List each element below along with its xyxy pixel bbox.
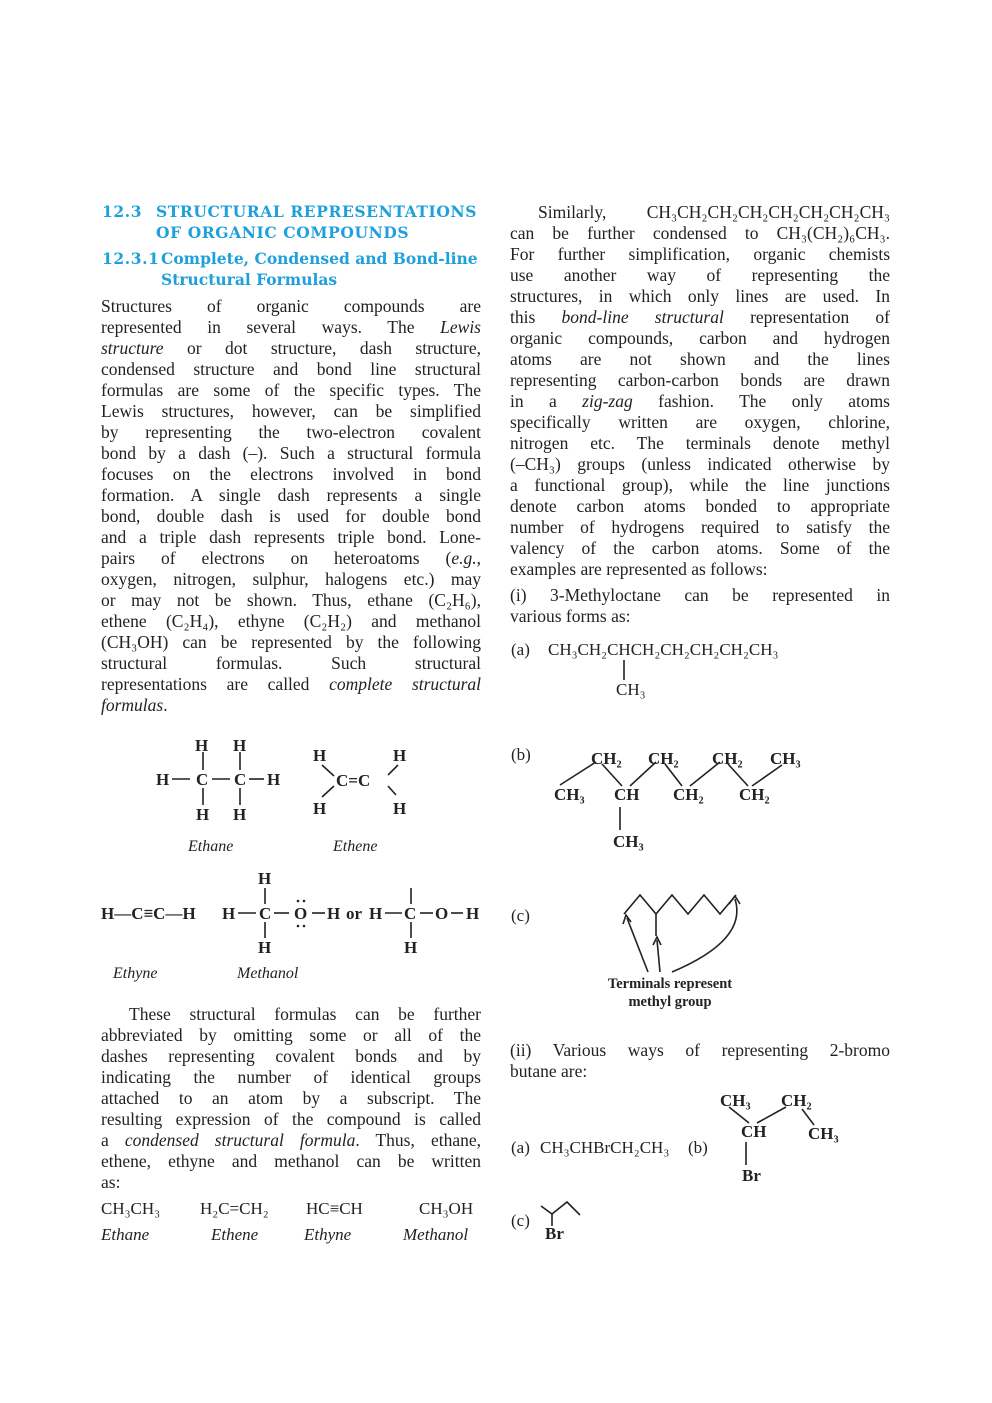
- atom-c: C: [196, 770, 209, 789]
- atom-ch2: CH₂: [648, 749, 679, 768]
- formula-ethene: H₂C=CH₂: [200, 1199, 269, 1218]
- bromobutane-condensed: CH₃CHBrCH₂CH₃: [540, 1138, 670, 1157]
- terminals-note: Terminals represent: [607, 976, 733, 992]
- text-line: number of hydrogens required to satisfy the: [510, 517, 890, 537]
- text-line: can be further condensed to CH₃(CH₂)₆CH₃.: [510, 223, 890, 243]
- text-line: For further simplification, organic chemists: [510, 244, 890, 264]
- atom-c: C: [259, 904, 272, 923]
- text-line: structural formulas. Such structural: [101, 653, 481, 673]
- atom-h: H: [393, 799, 407, 818]
- atom-h: H: [327, 904, 341, 923]
- atom-c: C: [404, 904, 417, 923]
- label-a: (a): [511, 640, 530, 659]
- label-ethene: Ethene: [333, 838, 378, 855]
- italic-term: e.g.: [451, 548, 477, 568]
- name-ethane: Ethane: [101, 1225, 150, 1244]
- text-line: in a zig-zag fashion. The only atoms: [510, 391, 890, 411]
- text-line: examples are represented as follows:: [510, 559, 768, 579]
- atom-ch3: CH₃: [554, 785, 585, 804]
- text-line: (ii) Various ways of representing 2-bromo: [510, 1040, 890, 1060]
- text-line: bond, double dash is used for double bond: [101, 506, 481, 526]
- text-line: Lewis structures, however, can be simplified: [101, 401, 481, 421]
- name-ethene: Ethene: [211, 1225, 259, 1244]
- atom-ch: CH: [741, 1122, 767, 1141]
- atom-h: H: [233, 805, 247, 824]
- text-line: resulting expression of the compound is called: [101, 1109, 481, 1129]
- text-line: valency of the carbon atoms. Some of the: [510, 538, 890, 558]
- italic-term: zig-zag: [582, 391, 633, 411]
- label-c: (c): [511, 906, 530, 925]
- atom-ch3: CH₃: [613, 832, 644, 851]
- text-line: oxygen, nitrogen, sulphur, halogens etc.) may: [101, 569, 481, 589]
- italic-term: Lewis: [440, 317, 481, 337]
- text-line: attached to an atom by a subscript. The: [101, 1088, 481, 1108]
- text-line: ethene (C₂H₄), ethyne (C₂H₂) and methanol: [101, 611, 481, 631]
- label-ethane: Ethane: [188, 838, 234, 855]
- text-line: denote carbon atoms bonded to appropriate: [510, 496, 890, 516]
- text-line: nitrogen etc. The terminals denote methyl: [510, 433, 890, 453]
- text-line: formation. A single dash represents a single: [101, 485, 481, 505]
- section-title: STRUCTURAL REPRESENTATIONS: [156, 202, 478, 221]
- text-line: (–CH₃) groups (unless indicated otherwise by: [510, 454, 890, 474]
- atom-c: C: [234, 770, 247, 789]
- text-line: formulas.: [101, 695, 168, 715]
- text-line: representations are called complete structural: [101, 674, 481, 694]
- atom-br: Br: [742, 1166, 761, 1185]
- text-line: ethene, ethyne and methanol can be written: [101, 1151, 481, 1171]
- or-text: or: [346, 904, 363, 923]
- formula-methanol: CH₃OH: [419, 1199, 474, 1218]
- text-line: as:: [101, 1172, 121, 1192]
- text-line: structure or dot structure, dash structure,: [101, 338, 481, 358]
- atom-h: H: [466, 904, 480, 923]
- text-line: structures, in which only lines are used. In: [510, 286, 890, 306]
- atom-ch: CH: [614, 785, 640, 804]
- section-number: 12.3: [102, 202, 143, 221]
- text-line: Similarly, CH₃CH₂CH₂CH₂CH₂CH₂CH₂CH₃: [538, 202, 890, 222]
- atom-h: H: [156, 770, 170, 789]
- atom-ch2: CH₂: [739, 785, 770, 804]
- text-line: by representing the two-electron covalent: [101, 422, 481, 442]
- label-a: (a): [511, 1138, 530, 1157]
- atom-h: H: [369, 904, 383, 923]
- atom-h: H: [195, 736, 209, 755]
- atom-ch2: CH₂: [712, 749, 743, 768]
- atom-br: Br: [545, 1224, 564, 1243]
- text-line: or may not be shown. Thus, ethane (C₂H₆),: [101, 590, 481, 610]
- subsection-title: Complete, Condensed and Bond-line: [161, 249, 478, 268]
- italic-term: complete structural: [329, 674, 481, 694]
- atom-h: H: [222, 904, 236, 923]
- text-line: this bond-line structural representation of: [510, 307, 890, 327]
- atom-o: O: [435, 904, 449, 923]
- text-line: atoms are not shown and the lines: [510, 349, 890, 369]
- atom-ch3: CH₃: [808, 1124, 839, 1143]
- name-ethyne: Ethyne: [304, 1225, 352, 1244]
- text-line: represented in several ways. The Lewis: [101, 317, 481, 337]
- text-line: a functional group), while the line junctions: [510, 475, 890, 495]
- atom-h: H: [233, 736, 247, 755]
- atom-ch3: CH₃: [770, 749, 801, 768]
- atom-h: H: [196, 805, 210, 824]
- text-line: organic compounds, carbon and hydrogen: [510, 328, 890, 348]
- text-line: dashes representing covalent bonds and by: [101, 1046, 481, 1066]
- label-methanol: Methanol: [237, 965, 299, 982]
- text-line: various forms as:: [510, 606, 631, 626]
- atom-ch2: CH₂: [781, 1091, 812, 1110]
- label-b: (b): [688, 1138, 708, 1157]
- ethyne-structure: H—C≡C—H: [101, 904, 196, 923]
- atom-h: H: [258, 869, 272, 888]
- atom-h: H: [393, 746, 407, 765]
- text-line: formulas are some of the specific types. The: [101, 380, 481, 400]
- text-line: bond by a dash (–). Such a structural formula: [101, 443, 481, 463]
- label-c: (c): [511, 1211, 530, 1230]
- italic-term: condensed structural formula: [124, 1130, 356, 1150]
- atom-h: H: [258, 938, 272, 957]
- italic-term: structure: [101, 338, 164, 358]
- text-line: a condensed structural formula. Thus, ethane,: [101, 1130, 481, 1150]
- atom-ch3: CH₃: [616, 680, 646, 699]
- atom-h: H: [267, 770, 281, 789]
- text-line: butane are:: [510, 1061, 588, 1081]
- atom-h: H: [313, 746, 327, 765]
- atom-h: H: [404, 938, 418, 957]
- text-line: pairs of electrons on heteroatoms (e.g.,: [101, 548, 481, 568]
- text-line: indicating the number of identical groups: [101, 1067, 481, 1087]
- text-line: use another way of representing the: [510, 265, 890, 285]
- atom-o: O: [294, 904, 308, 923]
- subsection-number: 12.3.1: [102, 249, 160, 268]
- label-ethyne: Ethyne: [113, 965, 158, 982]
- subsection-title-cont: Structural Formulas: [161, 270, 338, 289]
- atom-ch2: CH₂: [673, 785, 704, 804]
- text-line: abbreviated by omitting some or all of the: [101, 1025, 481, 1045]
- text-line: (CH₃OH) can be represented by the following: [101, 632, 481, 652]
- atom-ch2: CH₂: [591, 749, 622, 768]
- methyloctane-condensed: CH₃CH₂CHCH₂CH₂CH₂CH₂CH₃: [548, 640, 779, 659]
- terminals-note-cont: methyl group: [628, 994, 712, 1010]
- section-title-cont: OF ORGANIC COMPOUNDS: [156, 223, 410, 242]
- text-line: specifically written are oxygen, chlorine,: [510, 412, 890, 432]
- atom-ch3: CH₃: [720, 1091, 751, 1110]
- atom-h: H: [313, 799, 327, 818]
- text-line: and a triple dash represents triple bond. Lone-: [101, 527, 481, 547]
- name-methanol: Methanol: [403, 1225, 469, 1244]
- label-b: (b): [511, 745, 531, 764]
- text-line: condensed structure and bond line structural: [101, 359, 481, 379]
- italic-term: formulas: [101, 695, 164, 715]
- text-line: Structures of organic compounds are: [101, 296, 481, 316]
- text-line: focuses on the electrons involved in bond: [101, 464, 481, 484]
- text-line: representing carbon-carbon bonds are drawn: [510, 370, 890, 390]
- formula-ethane: CH₃CH₃: [101, 1199, 161, 1218]
- text-line: These structural formulas can be further: [129, 1004, 481, 1024]
- formula-ethyne: HC≡CH: [306, 1199, 363, 1218]
- italic-term: bond-line structural: [561, 307, 724, 327]
- atom-c-double-c: C=C: [336, 771, 371, 790]
- text-line: (i) 3-Methyloctane can be represented in: [510, 585, 890, 605]
